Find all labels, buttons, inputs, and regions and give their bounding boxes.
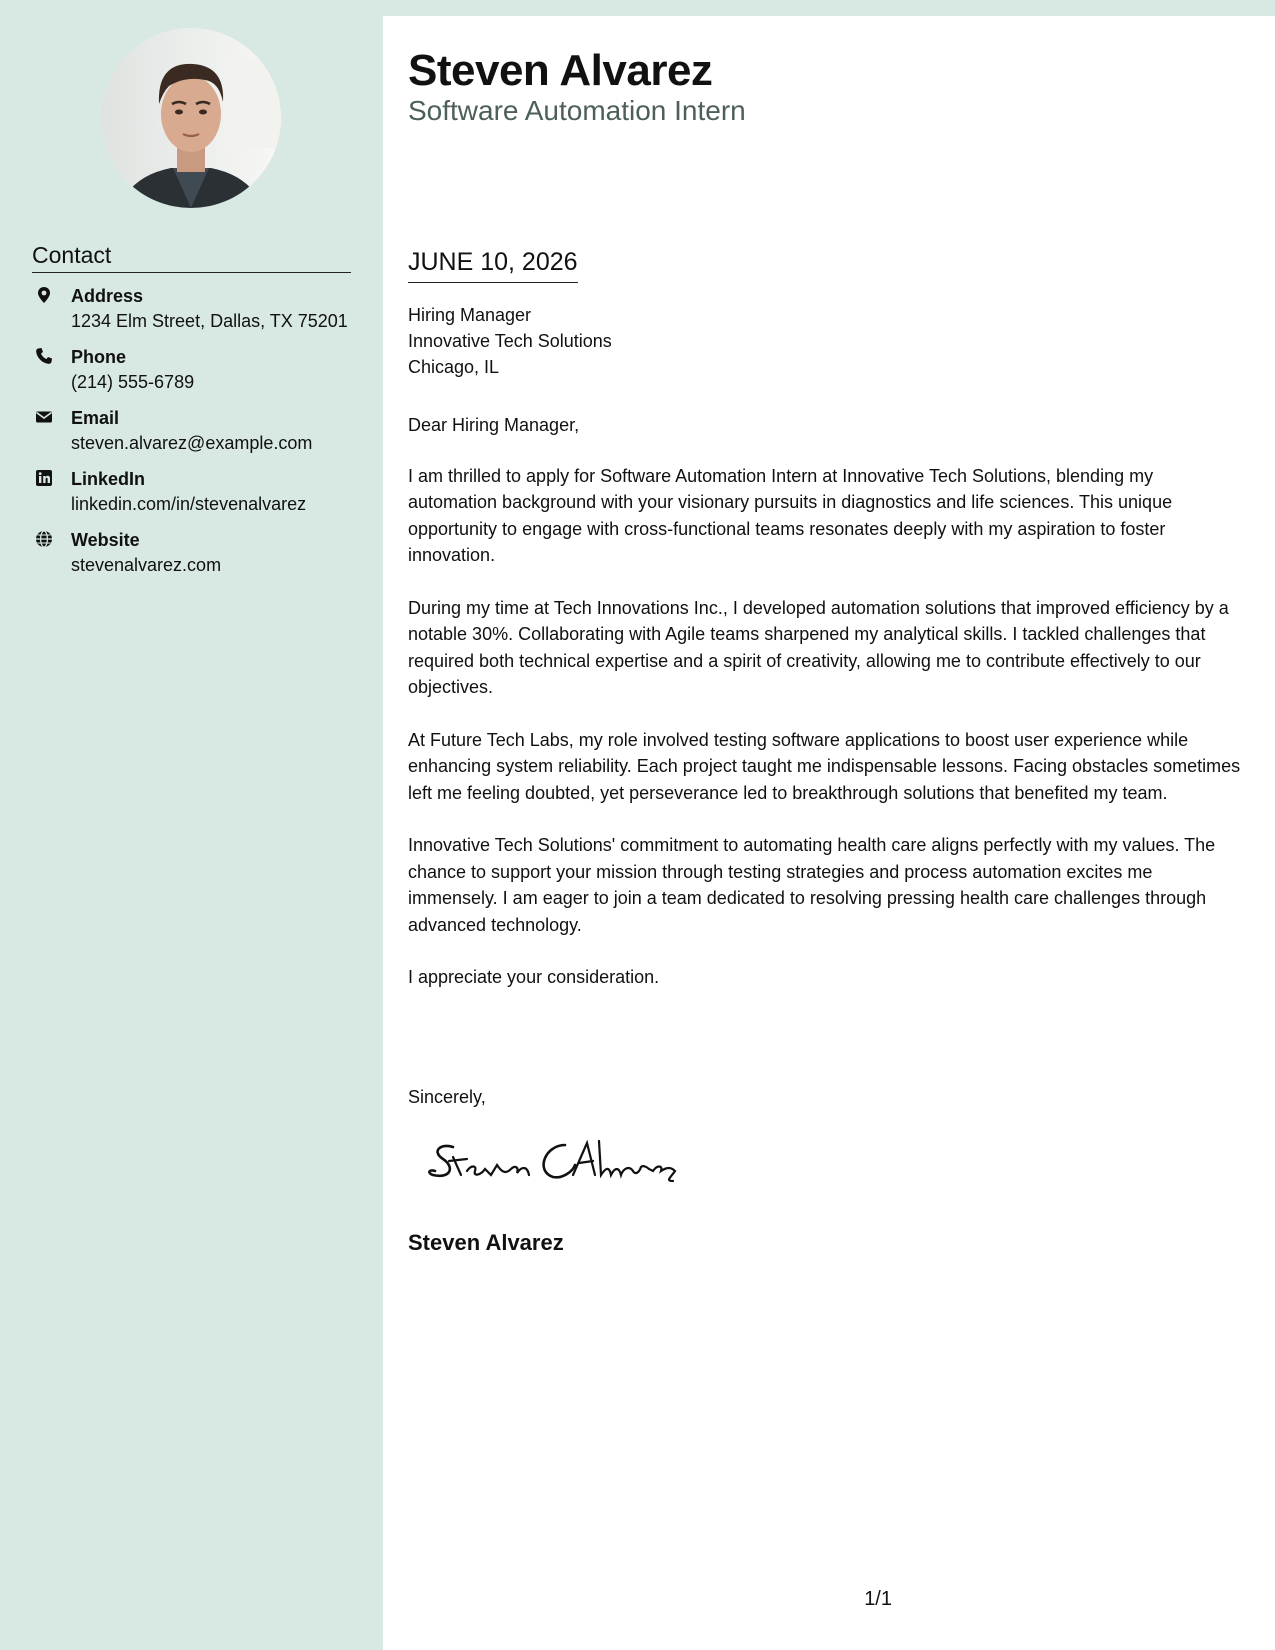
applicant-role: Software Automation Intern bbox=[408, 95, 746, 126]
contact-item-address bbox=[32, 284, 362, 334]
letter-date: JUNE 10, 2026 bbox=[408, 246, 578, 283]
contact-label: Website bbox=[71, 530, 140, 550]
website-value[interactable]: stevenalvarez.com bbox=[71, 555, 222, 575]
sidebar bbox=[0, 0, 383, 1650]
contact-label: Phone bbox=[71, 347, 127, 367]
body-paragraph: At Future Tech Labs, my role involved testing software applications to boost user experience while enhancing system reliability. Each project taught me indispensable lessons. Facing obstacles sometimes left me feeling doubted, yet perseverance led to breakthrough solutions that benefited my team. bbox=[408, 729, 1241, 803]
envelope-icon bbox=[35, 408, 53, 426]
closing: Sincerely, bbox=[408, 1087, 486, 1107]
linkedin-value[interactable]: linkedin.com/in/stevenalvarez bbox=[71, 494, 307, 514]
letter-body bbox=[408, 412, 1243, 1017]
linkedin-icon bbox=[35, 469, 53, 487]
map-pin-icon bbox=[35, 286, 53, 304]
body-paragraph: I am thrilled to apply for Software Automation Intern at Innovative Tech Solutions, blending my automation background with your visionary pursuits in diagnostics and life sciences. This unique opportunity to engage with cross-functional teams resonates deeply with my aspiration to foster innovation. bbox=[408, 465, 1173, 565]
contact-label: LinkedIn bbox=[71, 469, 146, 489]
contact-list bbox=[32, 284, 362, 589]
recipient-line: Hiring Manager bbox=[408, 305, 532, 325]
phone-icon bbox=[35, 347, 53, 365]
page-number: 1/1 bbox=[864, 1588, 892, 1610]
applicant-name: Steven Alvarez bbox=[408, 46, 713, 95]
profile-photo bbox=[101, 28, 281, 208]
contact-item-email bbox=[32, 406, 362, 456]
salutation: Dear Hiring Manager, bbox=[408, 415, 580, 435]
contact-item-website bbox=[32, 528, 362, 578]
contact-item-phone bbox=[32, 345, 362, 395]
recipient-block bbox=[408, 302, 612, 380]
body-paragraph: I appreciate your consideration. bbox=[408, 967, 660, 987]
contact-heading: Contact bbox=[32, 240, 351, 273]
contact-label: Email bbox=[71, 408, 120, 428]
email-value[interactable]: steven.alvarez@example.com bbox=[71, 433, 313, 453]
globe-icon bbox=[35, 530, 53, 548]
signer-name: Steven Alvarez bbox=[408, 1230, 564, 1255]
handwritten-signature bbox=[423, 1131, 683, 1191]
recipient-line: Innovative Tech Solutions bbox=[408, 331, 612, 351]
recipient-line: Chicago, IL bbox=[408, 357, 500, 377]
letter-main bbox=[383, 16, 1275, 1650]
phone-value[interactable]: (214) 555-6789 bbox=[71, 372, 195, 392]
contact-item-linkedin bbox=[32, 467, 362, 517]
body-paragraph: Innovative Tech Solutions' commitment to automating health care aligns perfectly with my values. The chance to support your mission through testing strategies and process automation excites me immensely. I am eager to join a team dedicated to resolving pressing health care challenges through advanced technology. bbox=[408, 835, 1216, 935]
contact-label: Address bbox=[71, 286, 144, 306]
body-paragraph: During my time at Tech Innovations Inc., I developed automation solutions that improved efficiency by a notable 30%. Collaborating with Agile teams sharpened my analytical skills. I tackled challenges that required both technical expertise and a spirit of creativity, allowing me to contribute effectively to our objectives. bbox=[408, 597, 1229, 697]
address-value: 1234 Elm Street, Dallas, TX 75201 bbox=[71, 311, 348, 331]
